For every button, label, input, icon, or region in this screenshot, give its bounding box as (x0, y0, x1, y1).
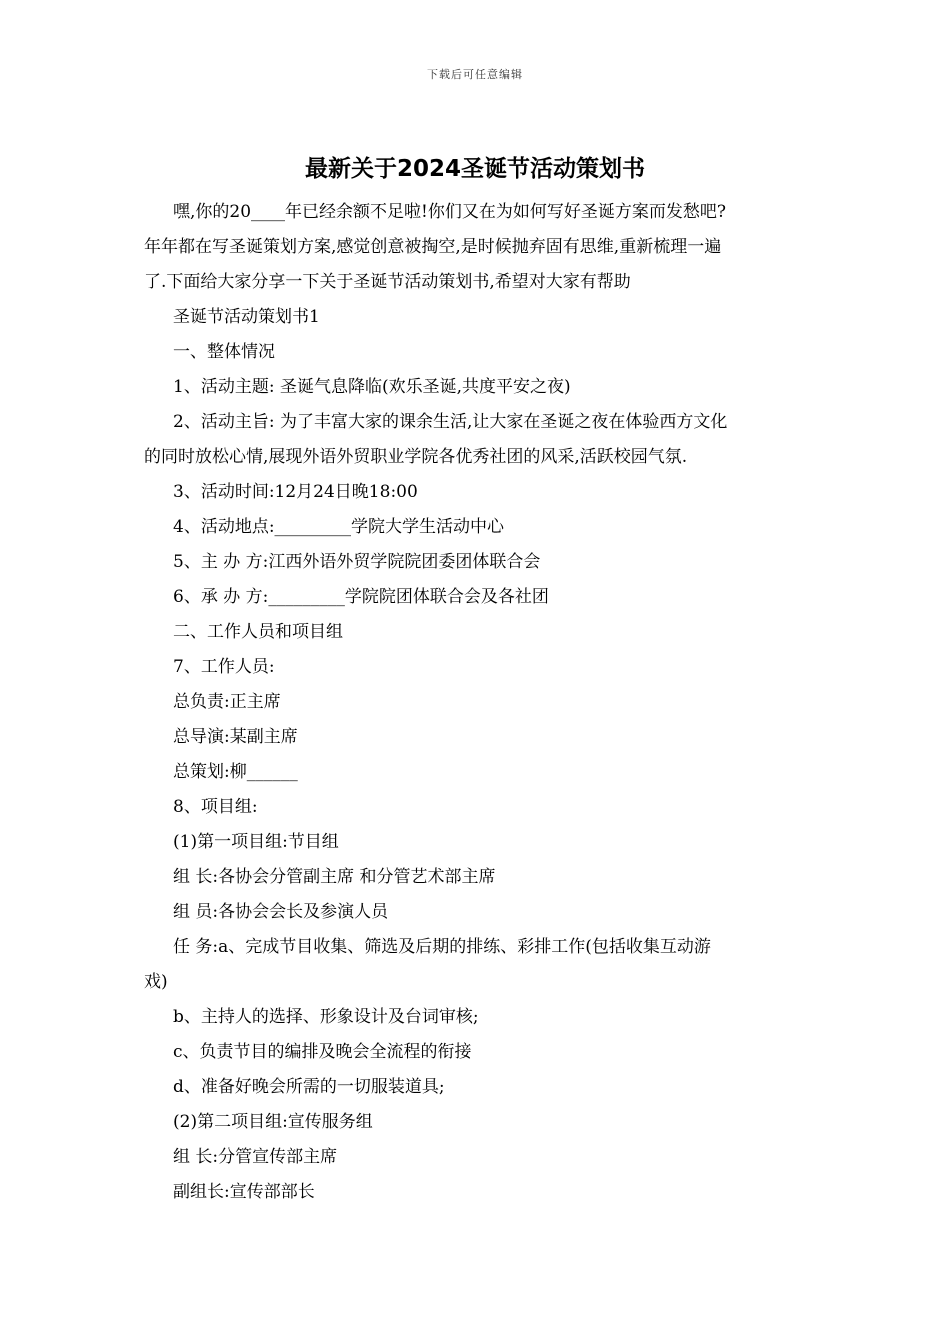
intro-paragraph (144, 195, 812, 300)
list-item: 7、工作人员: (173, 657, 275, 677)
section-heading: 二、工作人员和项目组 (173, 622, 343, 642)
list-item (144, 930, 812, 1000)
intro-line: 嘿,你的20____年已经余额不足啦!你们又在为如何写好圣诞方案而发愁吧? (173, 202, 726, 222)
list-item: 组 员:各协会会长及参演人员 (173, 902, 389, 922)
list-item-line: 2、活动主旨: 为了丰富大家的课余生活,让大家在圣诞之夜在体验西方文化 (173, 412, 728, 432)
list-item: 总导演:某副主席 (173, 727, 298, 747)
list-item: 组 长:分管宣传部主席 (173, 1147, 338, 1167)
list-item-line: 戏) (144, 972, 168, 992)
list-item: (1)第一项目组:节目组 (173, 832, 339, 852)
page-header: 下载后可任意编辑 (427, 68, 523, 81)
list-item-line: 任 务:a、完成节目收集、筛选及后期的排练、彩排工作(包括收集互动游 (173, 937, 711, 957)
list-item: 6、承 办 方:_________学院院团体联合会及各社团 (173, 587, 549, 607)
document-body (144, 195, 812, 1210)
list-item: 3、活动时间:12月24日晚18:00 (173, 482, 418, 502)
section-heading: 圣诞节活动策划书1 (173, 307, 320, 327)
list-item: 总策划:柳______ (173, 762, 298, 782)
list-item: 总负责:正主席 (173, 692, 281, 712)
list-item: b、主持人的选择、形象设计及台词审核; (173, 1007, 479, 1027)
list-item: 4、活动地点:_________学院大学生活动中心 (173, 517, 505, 537)
list-item-line: 的同时放松心情,展现外语外贸职业学院各优秀社团的风采,活跃校园气氛. (144, 447, 688, 467)
intro-line: 年年都在写圣诞策划方案,感觉创意被掏空,是时候抛弃固有思维,重新梳理一遍 (144, 237, 722, 257)
list-item (144, 405, 812, 475)
document-title: 最新关于2024圣诞节活动策划书 (304, 156, 645, 182)
intro-line: 了.下面给大家分享一下关于圣诞节活动策划书,希望对大家有帮助 (144, 272, 631, 292)
section-heading: 一、整体情况 (173, 342, 275, 362)
list-item: c、负责节目的编排及晚会全流程的衔接 (173, 1042, 472, 1062)
list-item: 5、主 办 方:江西外语外贸学院院团委团体联合会 (173, 552, 541, 572)
list-item: 副组长:宣传部部长 (173, 1182, 315, 1202)
list-item: 组 长:各协会分管副主席 和分管艺术部主席 (173, 867, 496, 887)
list-item: 8、项目组: (173, 797, 258, 817)
list-item: (2)第二项目组:宣传服务组 (173, 1112, 373, 1132)
list-item: d、准备好晚会所需的一切服装道具; (173, 1077, 445, 1097)
list-item: 1、活动主题: 圣诞气息降临(欢乐圣诞,共度平安之夜) (173, 377, 571, 397)
